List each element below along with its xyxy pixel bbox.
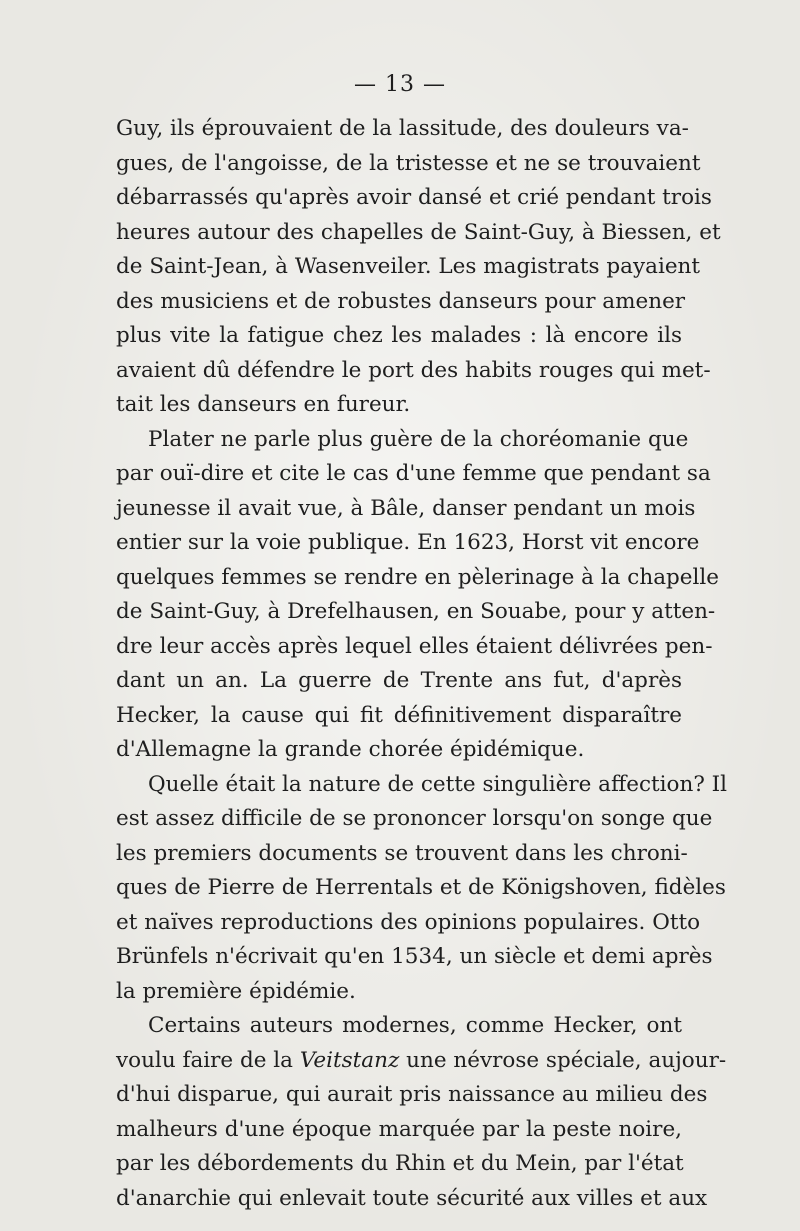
text-line: jeunesse il avait vue, à Bâle, danser pendant un mois (116, 495, 696, 521)
text-line: plus vite la fatigue chez les malades : là encore ils (116, 323, 682, 348)
text-line: par les débordements du Rhin et du Mein, par l'état (116, 1151, 684, 1176)
text-line: heures autour des chapelles de Saint-Guy, à Biessen, et (116, 219, 721, 245)
text-line: d'hui disparue, qui aurait pris naissance au milieu des (116, 1082, 708, 1107)
text-line: avaient dû défendre le port des habits rouges qui met- (116, 357, 711, 383)
text-line: Plater ne parle plus guère de la choréomanie que (148, 426, 689, 452)
text-line: Brünfels n'écrivait qu'en 1534, un siècle et demi après (116, 944, 713, 969)
text-line: d'Allemagne la grande chorée épidémique. (116, 737, 585, 762)
text-line: Certains auteurs modernes, comme Hecker, ont (148, 1013, 682, 1038)
page-number: — 13 — (354, 72, 446, 97)
text-line: entier sur la voie publique. En 1623, Horst vit encore (116, 530, 700, 555)
text-line: de Saint-Jean, à Wasenveiler. Les magistrats payaient (116, 254, 701, 279)
text-line: Quelle était la nature de cette singulière affection? Il (148, 771, 728, 797)
text-line: débarrassés qu'après avoir dansé et crié pendant trois (116, 185, 712, 210)
text-line: des musiciens et de robustes danseurs pour amener (116, 288, 686, 314)
text-line: gues, de l'angoisse, de la tristesse et ne se trouvaient (116, 150, 701, 176)
text-line: dre leur accès après lequel elles étaient délivrées pen- (116, 633, 713, 659)
text-line: dant un an. La guerre de Trente ans fut, d'après (116, 668, 682, 693)
text-line: est assez difficile de se prononcer lorsqu'on songe que (116, 806, 713, 831)
text-line: voulu faire de la Veitstanz une névrose spéciale, aujour- (116, 1047, 727, 1073)
text-line: Hecker, la cause qui fit définitivement disparaître (116, 702, 682, 728)
text-line: malheurs d'une époque marquée par la peste noire, (116, 1116, 682, 1142)
text-line: et naïves reproductions des opinions populaires. Otto (116, 909, 701, 935)
text-line: quelques femmes se rendre en pèlerinage à la chapelle (116, 564, 719, 590)
text-line: ques de Pierre de Herrentals et de Königshoven, fidèles (116, 875, 726, 900)
body-text (116, 112, 728, 1216)
text-line: les premiers documents se trouvent dans les chroni- (116, 840, 688, 866)
text-line: d'anarchie qui enlevait toute sécurité aux villes et aux (116, 1185, 708, 1211)
text-line: par ouï-dire et cite le cas d'une femme que pendant sa (116, 461, 711, 486)
italic-term: Veitstanz (299, 1047, 400, 1073)
text-line: Guy, ils éprouvaient de la lassitude, des douleurs va- (116, 116, 689, 141)
text-line: de Saint-Guy, à Drefelhausen, en Souabe, pour y atten- (116, 599, 716, 624)
text-line: tait les danseurs en fureur. (116, 392, 411, 417)
text-line: la première épidémie. (116, 978, 356, 1004)
